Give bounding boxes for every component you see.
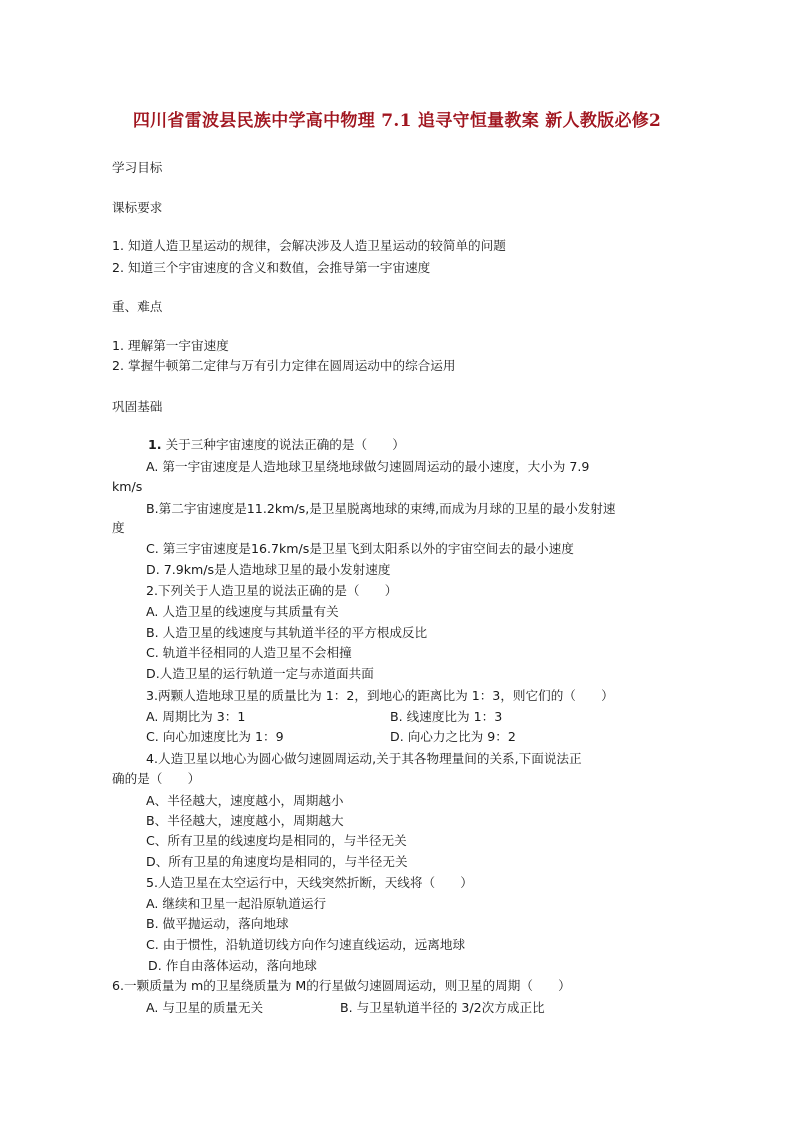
- question-1-text: 关于三种宇宙速度的说法正确的是（ ）: [161, 437, 405, 452]
- question-4-stem: 4.人造卫星以地心为圆心做匀速圆周运动,关于其各物理量间的关系,下面说法正: [146, 751, 582, 766]
- question-2-option-a: A. 人造卫星的线速度与其质量有关: [146, 604, 339, 619]
- question-4-option-a: A、半径越大，速度越小，周期越小: [146, 793, 344, 808]
- question-2-stem: 2.下列关于人造卫星的说法正确的是（ ）: [146, 583, 398, 598]
- question-1-option-a: A. 第一宇宙速度是人造地球卫星绕地球做匀速圆周运动的最小速度，大小为 7.9: [146, 459, 590, 474]
- section-goals: 学习目标: [112, 160, 163, 175]
- section-key-points: 重、难点: [112, 299, 163, 314]
- question-1-option-b: B.第二宇宙速度是11.2km/s,是卫星脱离地球的束缚,而成为月球的卫星的最小发射速: [146, 501, 616, 516]
- question-1-option-c: C. 第三宇宙速度是16.7km/s是卫星飞到太阳系以外的宇宙空间去的最小速度: [146, 541, 574, 556]
- question-6-option-a: A. 与卫星的质量无关: [146, 1000, 264, 1015]
- question-4-option-b: B、半径越大，速度越小，周期越大: [146, 813, 344, 828]
- key-point-item-2: 2. 掌握牛顿第二定律与万有引力定律在圆周运动中的综合运用: [112, 358, 456, 373]
- question-1-option-a-cont: km/s: [112, 479, 143, 494]
- question-3-stem: 3.两颗人造地球卫星的质量比为 1：2，到地心的距离比为 1：3，则它们的（ ）: [146, 688, 614, 703]
- question-6-stem: 6.一颗质量为 m的卫星绕质量为 M的行星做匀速圆周运动，则卫星的周期（ ）: [112, 978, 571, 993]
- question-3-option-a: A. 周期比为 3：1: [146, 709, 246, 724]
- question-1-stem: [148, 437, 405, 453]
- key-point-item-1: 1. 理解第一宇宙速度: [112, 338, 229, 353]
- question-4-option-d: D、所有卫星的角速度均是相同的，与半径无关: [146, 854, 408, 869]
- question-5-option-c: C. 由于惯性，沿轨道切线方向作匀速直线运动，远离地球: [146, 937, 466, 952]
- question-2-option-b: B. 人造卫星的线速度与其轨道半径的平方根成反比: [146, 625, 428, 640]
- question-5-stem: 5.人造卫星在太空运行中，天线突然折断，天线将（ ）: [146, 875, 473, 890]
- question-5-option-d: D. 作自由落体运动，落向地球: [148, 958, 317, 973]
- question-3-option-b: B. 线速度比为 1：3: [390, 709, 503, 724]
- question-2-option-c: C. 轨道半径相同的人造卫星不会相撞: [146, 645, 352, 660]
- question-3-option-c: C. 向心加速度比为 1：9: [146, 729, 284, 744]
- question-1-number: 1.: [148, 437, 162, 452]
- requirement-item-1: 1. 知道人造卫星运动的规律，会解决涉及人造卫星运动的较简单的问题: [112, 238, 506, 253]
- question-6-option-b: B. 与卫星轨道半径的 3/2次方成正比: [340, 1000, 545, 1015]
- question-4-option-c: C、所有卫星的线速度均是相同的，与半径无关: [146, 833, 407, 848]
- question-5-option-a: A. 继续和卫星一起沿原轨道运行: [146, 896, 327, 911]
- question-5-option-b: B. 做平抛运动，落向地球: [146, 916, 289, 931]
- question-1-option-d: D. 7.9km/s是人造地球卫星的最小发射速度: [146, 562, 391, 577]
- document-title: 四川省雷波县民族中学高中物理 7.1 追寻守恒量教案 新人教版必修2: [132, 111, 662, 131]
- question-1-option-b-cont: 度: [112, 520, 125, 535]
- question-3-option-d: D. 向心力之比为 9：2: [390, 729, 516, 744]
- section-consolidate: 巩固基础: [112, 399, 163, 414]
- question-4-stem-cont: 确的是（ ）: [112, 771, 201, 786]
- section-requirements: 课标要求: [112, 200, 163, 215]
- question-2-option-d: D.人造卫星的运行轨道一定与赤道面共面: [146, 666, 374, 681]
- requirement-item-2: 2. 知道三个宇宙速度的含义和数值，会推导第一宇宙速度: [112, 260, 431, 275]
